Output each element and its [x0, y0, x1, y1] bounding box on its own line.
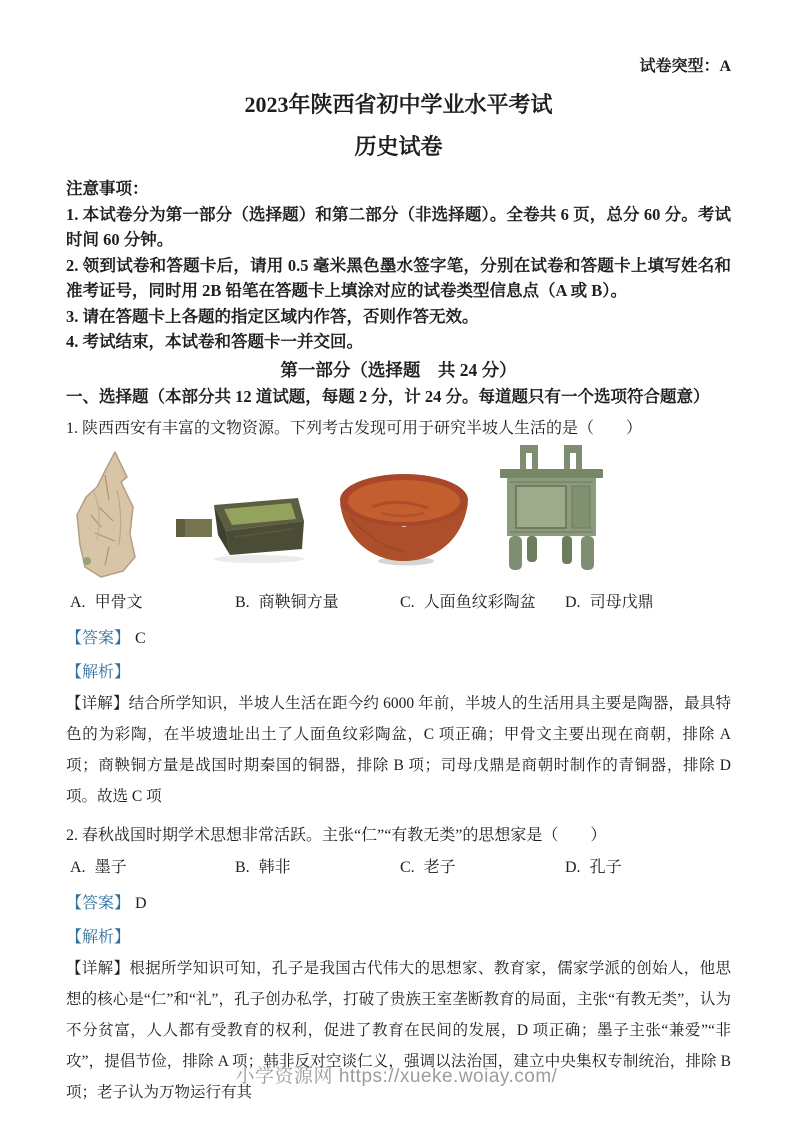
question-2-option-c: C. 老子: [400, 858, 456, 876]
notice-item-2: 2. 领到试卷和答题卡后，请用 0.5 毫米黑色墨水签字笔，分别在试卷和答题卡上填写姓名和准考证号，同时用 2B 铅笔在答题卡上填涂对应的试卷类型信息点（A 或 B）。: [66, 255, 731, 300]
notice-item-4: 4. 考试结束，本试卷和答题卡一并交回。: [66, 332, 363, 351]
simuwu-ding-photo: [494, 443, 609, 575]
question-2-detail: 【详解】根据所学知识可知，孔子是我国古代伟大的思想家、教育家，儒家学派的创始人，他思想的核心是“仁”和“礼”，孔子创办私学，打破了贵族王室垄断教育的局面，主张“有教无类”，认为不分贫富，人人都有受教育的权利，促进了教育在民间的发展，D 项正确；墨子主张“兼爱”“非攻”，提倡节俭，排除 A 项；韩非反对空谈仁义，强调以法治国，建立中央集权专制统治，排除 B 项；老子认为万物运行有其: [66, 959, 731, 1101]
question-1-detail: 【详解】结合所学知识，半坡人生活在距今约 6000 年前，半坡人的生活用具主要是陶器，最具特色的为彩陶，在半坡遗址出土了人面鱼纹彩陶盆，C 项正确；甲骨文主要出现在商朝，排除 A 项；商鞅铜方量是战国时期秦国的铜器，排除 B 项；司母戊鼎是商朝时制作的青铜器，排除 D 项。故选 C 项: [66, 694, 731, 805]
question-2-answer: [66, 892, 731, 915]
question-1-option-b: B. 商鞅铜方量: [235, 593, 339, 611]
part1-title: 第一部分（选择题 共 24 分）: [280, 359, 517, 380]
notice-heading: 注意事项：: [66, 179, 149, 198]
answer-value: C: [135, 629, 146, 647]
notice-item-1: 1. 本试卷分为第一部分（选择题）和第二部分（非选择题）。全卷共 6 页，总分 60 分。考试时间 60 分钟。: [66, 204, 731, 249]
exam-title: 2023年陕西省初中学业水平考试: [244, 92, 553, 117]
question-2-stem: 2. 春秋战国时期学术思想非常活跃。主张“仁”“有教无类”的思想家是（ ）: [66, 826, 607, 844]
footer-text: 小学资源网 https://xueke.woiay.com/: [235, 1066, 558, 1087]
part1-subtitle: 一、选择题（本部分共 12 道试题，每题 2 分，计 24 分。每道题只有一个选项符合题意）: [66, 386, 710, 406]
question-2-option-a: A. 墨子: [70, 858, 127, 876]
notice-item-3: 3. 请在答题卡上各题的指定区域内作答，否则作答无效。: [66, 306, 479, 326]
answer-label: 【答案】: [66, 894, 131, 912]
question-1-options: [66, 592, 731, 614]
answer-label: 【答案】: [66, 629, 131, 647]
notice-section: [66, 176, 731, 355]
exam-subject-title: 历史试卷: [354, 134, 443, 159]
painted-pottery-basin-photo: [336, 469, 472, 567]
oracle-bone-photo: [73, 450, 149, 580]
question-1-answer: [66, 627, 731, 650]
question-1-stem: 1. 陕西西安有丰富的文物资源。下列考古发现可用于研究半坡人生活的是（ ）: [66, 419, 643, 437]
question-1-option-c: C. 人面鱼纹彩陶盆: [400, 593, 536, 611]
bronze-square-measure-photo: [174, 493, 304, 565]
footer-watermark: [0, 1061, 793, 1088]
question-1-option-a: A. 甲骨文: [70, 593, 143, 611]
question-2-options: [66, 857, 731, 879]
question-1-option-d: D. 司母戊鼎: [565, 593, 654, 611]
question-2-analysis-label: 【解析】: [66, 928, 131, 946]
answer-value: D: [135, 894, 147, 912]
question-2-option-d: D. 孔子: [565, 858, 622, 876]
question-2-option-b: B. 韩非: [235, 858, 291, 876]
paper-type-label: 试卷突型：A: [639, 58, 731, 75]
question-1-figures: [66, 443, 731, 583]
question-1-analysis-label: 【解析】: [66, 663, 131, 681]
page-content: [66, 0, 731, 1108]
